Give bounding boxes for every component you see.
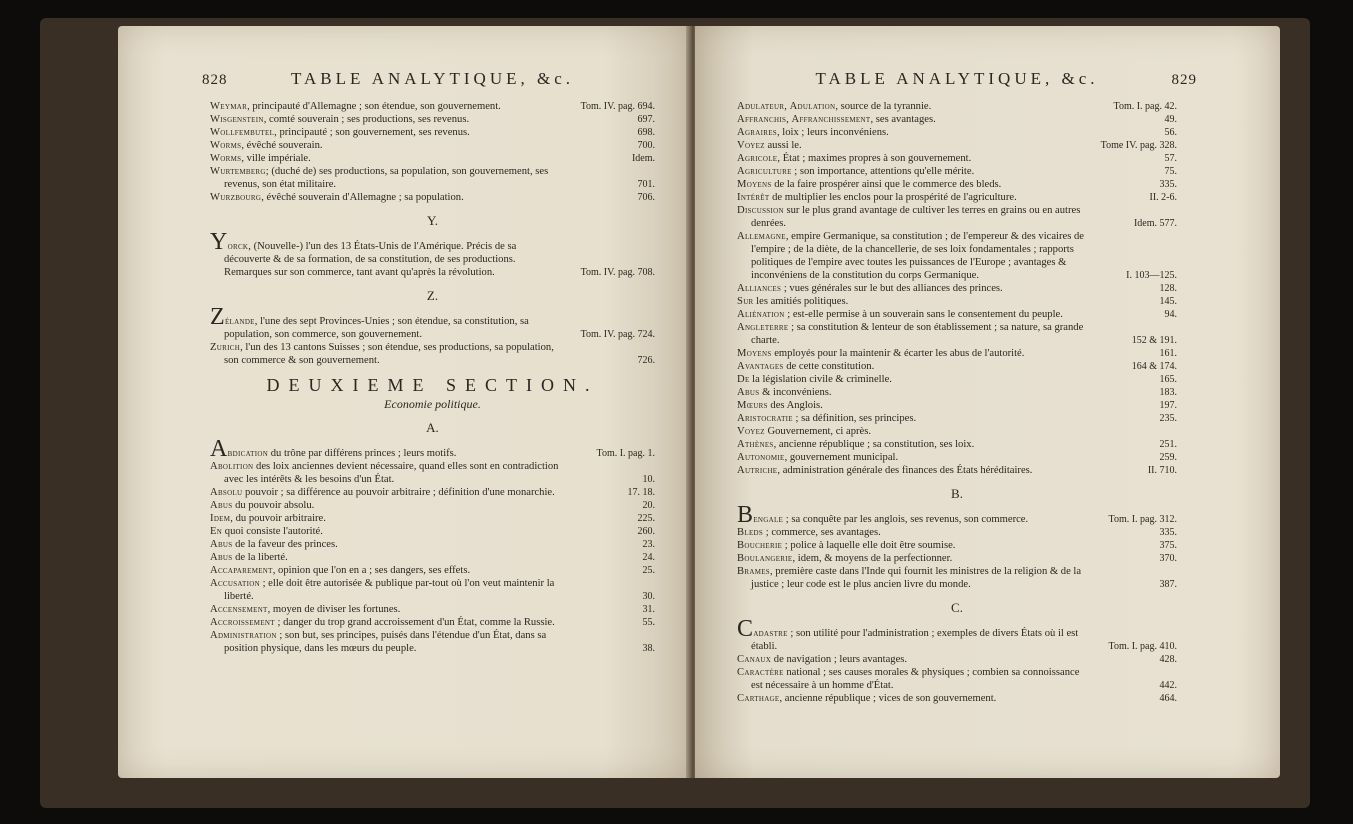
entry-text: ; commerce, ses avantages. [763, 527, 881, 538]
entry-page-reference: Tom. IV. pag. 724. [580, 329, 655, 340]
entry-page-reference: Idem. 577. [1133, 218, 1177, 229]
index-entry [737, 373, 1177, 386]
entry-page-reference: 55. [642, 617, 655, 628]
entry-page-reference: Tom. I. pag. 1. [596, 448, 655, 459]
entry-headword: Boulangerie [737, 553, 793, 564]
running-title: TABLE ANALYTIQUE, &c. [815, 69, 1099, 88]
entry-page-reference: 698. [637, 127, 655, 138]
entry-headword: Accusation [210, 578, 260, 589]
entry-headword: Canaux [737, 654, 772, 665]
index-entry [737, 526, 1177, 539]
entry-page-reference: 370. [1159, 553, 1177, 564]
index-entry [737, 653, 1177, 666]
entry-page-reference: 128. [1159, 283, 1177, 294]
entry-headword: Alliances [737, 283, 782, 294]
letter-heading-y: Y. [427, 213, 438, 228]
entry-text: de navigation ; leurs avantages. [771, 654, 908, 665]
entry-text: , ancienne république ; sa constitution, ses loix. [773, 439, 975, 450]
entry-text: Gouvernement, ci après. [764, 426, 872, 437]
entry-headword: Worms [210, 153, 242, 164]
entry-text: , comté souverain ; ses productions, ses revenus. [263, 114, 470, 125]
entry-headword: Accensement [210, 604, 268, 615]
entry-headword: Angleterre [737, 322, 789, 333]
entry-text: , du pouvoir arbitraire. [230, 513, 326, 524]
left-page-header [202, 69, 655, 94]
entry-headword: Agriculture [737, 166, 792, 177]
entry-headword: Adulateur, Adulation [737, 101, 836, 112]
entry-text: , source de la tyrannie. [835, 101, 932, 112]
running-title: TABLE ANALYTIQUE, &c. [290, 69, 574, 88]
index-entry [210, 577, 655, 603]
entries-b [737, 502, 1177, 591]
index-entry [737, 152, 1177, 165]
entries-y [210, 229, 655, 279]
entry-text: ; son importance, attentions qu'elle mérite. [791, 166, 975, 177]
section-title: DEUXIEME SECTION. [266, 375, 599, 395]
entry-text: pouvoir ; sa différence au pouvoir arbitraire ; définition d'une monarchie. [242, 487, 555, 498]
entry-text: , l'une des sept Provinces-Unies ; son étendue, sa constitution, sa population, son commerce, son gouvernement. [224, 316, 529, 340]
entry-text: , évêché souverain d'Allemagne ; sa population. [261, 192, 464, 203]
entry-headword: Carthage [737, 693, 780, 704]
entry-text: national ; ses causes morales & physiques ; combien sa connoissance est nécessaire à un homme d'État. [751, 667, 1080, 691]
index-entry [210, 512, 655, 525]
entry-headword: Brames [737, 566, 770, 577]
page-number: 828 [202, 72, 228, 88]
entry-headword: Moyens [737, 179, 772, 190]
entry-page-reference: 23. [642, 539, 655, 550]
entry-page-reference: II. 710. [1147, 465, 1177, 476]
section-subtitle: Economie politique. [384, 397, 481, 411]
entry-page-reference: 700. [637, 140, 655, 151]
entry-page-reference: 31. [642, 604, 655, 615]
index-entry [210, 616, 655, 629]
entry-headword: Accroissement [210, 617, 275, 628]
entry-page-reference: 94. [1164, 309, 1177, 320]
index-entry [737, 464, 1177, 477]
entry-headword: Bengale [737, 502, 784, 528]
entry-headword: Moyens [737, 348, 772, 359]
entry-headword: Aristocratie [737, 413, 793, 424]
entry-headword: Mœurs [737, 400, 768, 411]
letter-heading-b: B. [951, 486, 963, 501]
entry-text: du pouvoir absolu. [232, 500, 315, 511]
entry-headword: Agricole [737, 153, 778, 164]
entry-page-reference: 75. [1164, 166, 1177, 177]
index-entry [737, 100, 1177, 113]
index-entry [737, 386, 1177, 399]
entry-page-reference: 165. [1159, 374, 1177, 385]
entry-page-reference: 375. [1159, 540, 1177, 551]
entry-page-reference: Idem. [631, 153, 655, 164]
entry-text: de la liberté. [232, 552, 288, 563]
entry-text: ; police à laquelle elle doit être soumise. [782, 540, 956, 551]
index-entry [210, 152, 655, 165]
entry-headword: Zélande [210, 304, 255, 330]
entry-headword: Wurtemberg [210, 166, 266, 177]
entry-text: employés pour la maintenir & écarter les abus de l'autorité. [771, 348, 1025, 359]
entry-headword: Yorck [210, 229, 249, 255]
index-entry [210, 551, 655, 564]
entry-text: , (Nouvelle-) l'un des 13 États-Unis de l'Amérique. Précis de sa découverte & de sa formation, de sa constitution, de ses productions. Remarques sur son commerce, tant avant qu'après la révolution. [224, 241, 517, 278]
entry-page-reference: Tome IV. pag. 328. [1100, 140, 1177, 151]
entries-a [737, 100, 1177, 477]
entry-headword: Allemagne [737, 231, 786, 242]
entry-page-reference: Tom. I. pag. 410. [1108, 641, 1177, 652]
entry-text: ; son but, ses principes, puisés dans l'étendue d'un État, dans sa position physique, dans les mœurs du peuple. [224, 630, 547, 654]
index-entry [737, 165, 1177, 178]
index-entry [210, 165, 655, 191]
entry-page-reference: 164 & 174. [1131, 361, 1177, 372]
entry-text: & inconvéniens. [759, 387, 832, 398]
entry-page-reference: 10. [642, 474, 655, 485]
index-entry [737, 204, 1177, 230]
entry-headword: Autonomie [737, 452, 785, 463]
letter-heading-a: A. [426, 420, 439, 435]
index-entry [210, 191, 655, 204]
entry-text: , empire Germanique, sa constitution ; de l'empereur & des vicaires de l'empire ; de la diète, de la chancellerie, de ses loix fondamentales ; rapports politiques de l'empire avec toutes les puissances de l'Europe ; avantages & inconvéniens de la constitution du corps Germanique. [751, 231, 1084, 281]
index-entry [210, 538, 655, 551]
entry-headword: En [210, 526, 223, 537]
entry-text: , idem, & moyens de la perfectionner. [792, 553, 953, 564]
index-entry [737, 412, 1177, 425]
index-entry [737, 502, 1177, 528]
entry-page-reference: 464. [1159, 693, 1177, 704]
right-page [695, 26, 1280, 778]
entry-page-reference: 706. [637, 192, 655, 203]
entry-text: , ses avantages. [870, 114, 936, 125]
entry-page-reference: 197. [1159, 400, 1177, 411]
entry-headword: Administration [210, 630, 277, 641]
entry-page-reference: 145. [1159, 296, 1177, 307]
entry-text: ; vues générales sur le but des alliances des princes. [781, 283, 1003, 294]
entry-page-reference: 57. [1164, 153, 1177, 164]
index-entry [737, 552, 1177, 565]
entry-headword: Discussion [737, 205, 784, 216]
index-entry [737, 282, 1177, 295]
index-entry [210, 113, 655, 126]
entry-headword: Abdication [210, 436, 269, 462]
entry-headword: Voyez [737, 426, 765, 437]
entry-page-reference: Tom. IV. pag. 694. [580, 101, 655, 112]
entry-headword: Caractère [737, 667, 784, 678]
entry-text: sur le plus grand avantage de cultiver les terres en grains ou en autres denrées. [751, 205, 1081, 229]
index-entry [737, 692, 1177, 705]
entry-headword: Abus [210, 500, 233, 511]
entry-headword: Bleds [737, 527, 764, 538]
entry-headword: Agraires [737, 127, 777, 138]
index-entry [737, 438, 1177, 451]
entry-text: , moyen de diviser les fortunes. [267, 604, 401, 615]
entry-page-reference: 235. [1159, 413, 1177, 424]
entry-text: , État ; maximes propres à son gouvernement. [777, 153, 972, 164]
index-entry [737, 295, 1177, 308]
entry-headword: Worms [210, 140, 242, 151]
entry-text: , principauté d'Allemagne ; son étendue, son gouvernement. [247, 101, 501, 112]
index-entry [210, 126, 655, 139]
entry-page-reference: Tom. I. pag. 42. [1113, 101, 1177, 112]
index-entry [737, 308, 1177, 321]
index-entry [210, 139, 655, 152]
index-entry [737, 113, 1177, 126]
entry-headword: Voyez [737, 140, 765, 151]
entry-text: de multiplier les enclos pour la prospérité de l'agriculture. [769, 192, 1017, 203]
entry-headword: Wisgenstein [210, 114, 264, 125]
entry-text: quoi consiste l'autorité. [222, 526, 323, 537]
entry-headword: Weymar [210, 101, 248, 112]
entry-headword: Abus [737, 387, 760, 398]
entry-headword: Avantages [737, 361, 784, 372]
entry-text: , gouvernement municipal. [784, 452, 899, 463]
entries-a [210, 436, 655, 655]
entry-text: les amitiés politiques. [753, 296, 849, 307]
index-entry [210, 460, 655, 486]
entry-page-reference: 387. [1159, 579, 1177, 590]
entry-headword: De [737, 374, 750, 385]
entry-text: , principauté ; son gouvernement, ses revenus. [274, 127, 470, 138]
entry-page-reference: 335. [1159, 179, 1177, 190]
entry-text: , administration générale des finances des États héréditaires. [777, 465, 1033, 476]
index-entry [737, 230, 1177, 282]
entry-text: de la faire prospérer ainsi que le commerce des bleds. [771, 179, 1002, 190]
entry-page-reference: 25. [642, 565, 655, 576]
entry-text: ; elle doit être autorisée & publique par-tout où l'on veut maintenir la liberté. [224, 578, 555, 602]
entry-text: de cette constitution. [783, 361, 875, 372]
entry-page-reference: I. 103—125. [1126, 270, 1177, 281]
index-entry [210, 436, 655, 462]
entry-headword: Abus [210, 552, 233, 563]
index-entry [737, 360, 1177, 373]
entry-headword: Wurzbourg [210, 192, 262, 203]
entry-page-reference: 24. [642, 552, 655, 563]
index-entry [737, 539, 1177, 552]
index-entry [737, 565, 1177, 591]
entry-page-reference: 225. [637, 513, 655, 524]
entry-page-reference: Tom. IV. pag. 708. [580, 267, 655, 278]
entry-text: de la faveur des princes. [232, 539, 338, 550]
entry-page-reference: 335. [1159, 527, 1177, 538]
index-entry [210, 341, 655, 367]
entry-headword: Affranchis, Affranchissement [737, 114, 871, 125]
index-entry [210, 100, 655, 113]
entry-headword: Aliénation [737, 309, 785, 320]
entry-text: , loix ; leurs inconvéniens. [777, 127, 889, 138]
entry-page-reference: 38. [642, 643, 655, 654]
entry-page-reference: 251. [1159, 439, 1177, 450]
entry-page-reference: 259. [1159, 452, 1177, 463]
letter-heading-z: Z. [426, 288, 439, 303]
entry-text: , l'un des 13 cantons Suisses ; son étendue, ses productions, sa population, son commerce & son gouvernement. [224, 342, 554, 366]
entry-headword: Abus [210, 539, 233, 550]
entry-page-reference: 701. [637, 179, 655, 190]
entry-page-reference: 726. [637, 355, 655, 366]
entry-headword: Idem [210, 513, 231, 524]
index-entry [737, 178, 1177, 191]
index-entry [210, 564, 655, 577]
index-entry [210, 603, 655, 616]
index-entry [737, 425, 1177, 438]
entry-headword: Sur [737, 296, 754, 307]
entry-page-reference: 152 & 191. [1131, 335, 1177, 346]
entry-text: des Anglois. [767, 400, 823, 411]
index-entry [210, 229, 655, 279]
index-entry [737, 126, 1177, 139]
entry-headword: Boucherie [737, 540, 783, 551]
index-entry [210, 499, 655, 512]
entry-page-reference: 183. [1159, 387, 1177, 398]
index-entry [737, 451, 1177, 464]
left-page [118, 26, 690, 778]
entry-text: , ville impériale. [241, 153, 311, 164]
entry-headword: Cadastre [737, 616, 788, 642]
index-entry [737, 347, 1177, 360]
entry-headword: Accaparement [210, 565, 273, 576]
entry-page-reference: 161. [1159, 348, 1177, 359]
index-entry [737, 321, 1177, 347]
entry-text: , première caste dans l'Inde qui fournit les ministres de la religion & de la justice ; leur code est le plus ancien livre du monde. [751, 566, 1082, 590]
entry-text: ; sa conquête par les anglois, ses revenus, son commerce. [783, 514, 1029, 525]
entries-w [210, 100, 655, 204]
right-page-content [737, 69, 1197, 705]
index-entry [210, 486, 655, 499]
entry-page-reference: 260. [637, 526, 655, 537]
entry-text: ; est-elle permise à un souverain sans le consentement du peuple. [784, 309, 1063, 320]
entry-text: la législation civile & criminelle. [749, 374, 892, 385]
entry-page-reference: 49. [1164, 114, 1177, 125]
page-number: 829 [1171, 72, 1197, 88]
entry-page-reference: 697. [637, 114, 655, 125]
entry-page-reference: 30. [642, 591, 655, 602]
entry-page-reference: 442. [1159, 680, 1177, 691]
right-page-header [737, 69, 1197, 94]
entry-text: , opinion que l'on en a ; ses dangers, ses effets. [272, 565, 471, 576]
index-entry [737, 399, 1177, 412]
index-entry [737, 139, 1177, 152]
entry-headword: Athènes [737, 439, 774, 450]
entry-page-reference: Tom. I. pag. 312. [1108, 514, 1177, 525]
letter-heading-c: C. [951, 600, 963, 615]
index-entry [210, 629, 655, 655]
entry-page-reference: 20. [642, 500, 655, 511]
entry-text: ; sa définition, ses principes. [792, 413, 917, 424]
entry-text: , évêché souverain. [241, 140, 323, 151]
entry-text: ; (duché de) ses productions, sa population, son gouvernement, ses revenus, son état militaire. [224, 166, 549, 190]
index-entry [737, 191, 1177, 204]
entry-headword: Intérêt [737, 192, 770, 203]
entries-z [210, 304, 655, 367]
entry-page-reference: 17. 18. [627, 487, 655, 498]
entries-c [737, 616, 1177, 705]
entry-page-reference: 56. [1164, 127, 1177, 138]
entry-text: des loix anciennes devient nécessaire, quand elles sont en contradiction avec les intérêts & les besoins d'un État. [224, 461, 559, 485]
index-entry [737, 666, 1177, 692]
entry-text: ; sa constitution & lenteur de son établissement ; sa nature, sa grande charte. [751, 322, 1084, 346]
entry-headword: Absolu [210, 487, 243, 498]
index-entry [210, 304, 655, 341]
entry-page-reference: II. 2-6. [1149, 192, 1177, 203]
entry-headword: Wollfembutel [210, 127, 275, 138]
entry-text: aussi le. [764, 140, 802, 151]
entry-page-reference: 428. [1159, 654, 1177, 665]
index-entry [737, 616, 1177, 653]
entry-text: du trône par différens princes ; leurs motifs. [268, 448, 457, 459]
left-page-content [202, 69, 655, 655]
entry-headword: Zurich [210, 342, 241, 353]
entry-text: , ancienne république ; vices de son gouvernement. [779, 693, 997, 704]
entry-text: ; danger du trop grand accroissement d'un État, comme la Russie. [274, 617, 555, 628]
index-entry [210, 525, 655, 538]
entry-headword: Abolition [210, 461, 254, 472]
entry-text: ; son utilité pour l'administration ; exemples de divers États où il est établi. [751, 628, 1079, 652]
entry-headword: Autriche [737, 465, 778, 476]
